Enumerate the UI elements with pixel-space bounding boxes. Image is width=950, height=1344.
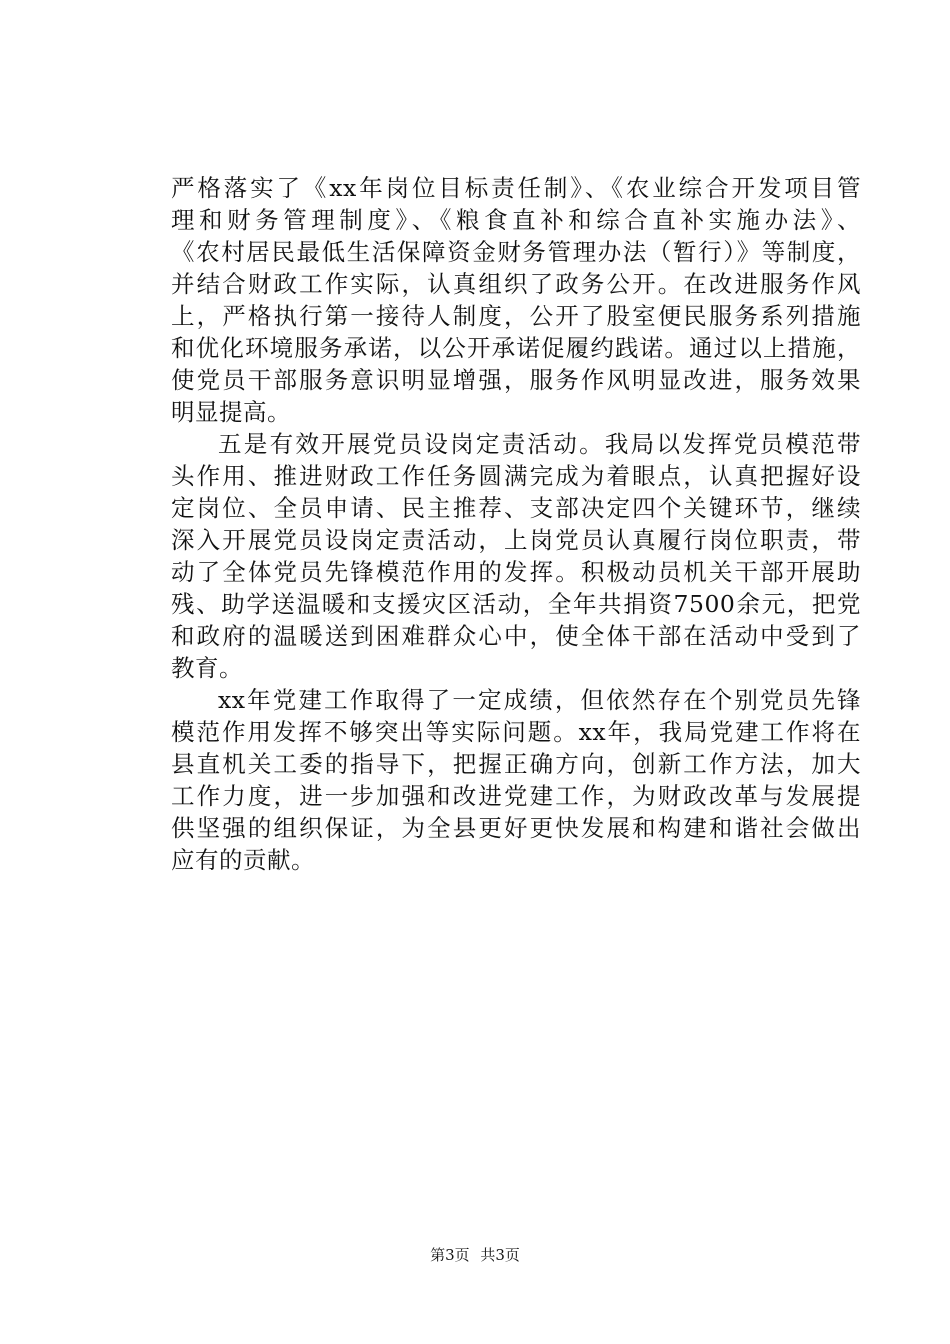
text-line: 理和财务管理制度》、《粮食直补和综合直补实施办法》、 [171, 206, 861, 234]
text-line: 明显提高。 [171, 398, 291, 426]
text-line: 供坚强的组织保证，为全县更好更快发展和构建和谐社会做出 [171, 814, 861, 842]
text-line: 模范作用发挥不够突出等实际问题。xx年，我局党建工作将在 [171, 718, 861, 746]
text-line: 《农村居民最低生活保障资金财务管理办法（暂行）》等制度， [171, 238, 861, 266]
body-text [171, 172, 861, 876]
text-line: 并结合财政工作实际，认真组织了政务公开。在改进服务作风 [171, 270, 861, 298]
page-footer [0, 1245, 950, 1265]
text-line: 应有的贡献。 [171, 846, 315, 874]
paragraph [171, 684, 861, 876]
text-line: 工作力度，进一步加强和改进党建工作，为财政改革与发展提 [171, 782, 861, 810]
paragraph [171, 428, 861, 684]
text-line: 和优化环境服务承诺，以公开承诺促履约践诺。通过以上措施， [171, 334, 861, 362]
text-line: 残、助学送温暖和支援灾区活动，全年共捐资7500余元，把党 [171, 590, 861, 618]
text-line: 教育。 [171, 654, 243, 682]
text-line: 动了全体党员先锋模范作用的发挥。积极动员机关干部开展助 [171, 558, 861, 586]
text-line: 严格落实了《xx年岗位目标责任制》、《农业综合开发项目管 [171, 174, 861, 202]
text-line: 五是有效开展党员设岗定责活动。我局以发挥党员模范带 [218, 430, 861, 458]
text-line: 定岗位、全员申请、民主推荐、支部决定四个关键环节，继续 [171, 494, 861, 522]
text-line: 县直机关工委的指导下，把握正确方向，创新工作方法，加大 [171, 750, 861, 778]
text-line: xx年党建工作取得了一定成绩，但依然存在个别党员先锋 [218, 686, 861, 714]
text-line: 深入开展党员设岗定责活动，上岗党员认真履行岗位职责，带 [171, 526, 861, 554]
text-line: 和政府的温暖送到困难群众心中，使全体干部在活动中受到了 [171, 622, 861, 650]
text-line: 上，严格执行第一接待人制度，公开了股室便民服务系列措施 [171, 302, 861, 330]
page-total: 共3页 [480, 1246, 520, 1264]
page-number: 第3页 [430, 1246, 470, 1264]
text-line: 头作用、推进财政工作任务圆满完成为着眼点，认真把握好设 [171, 462, 861, 490]
text-line: 使党员干部服务意识明显增强，服务作风明显改进，服务效果 [171, 366, 861, 394]
paragraph [171, 172, 861, 428]
